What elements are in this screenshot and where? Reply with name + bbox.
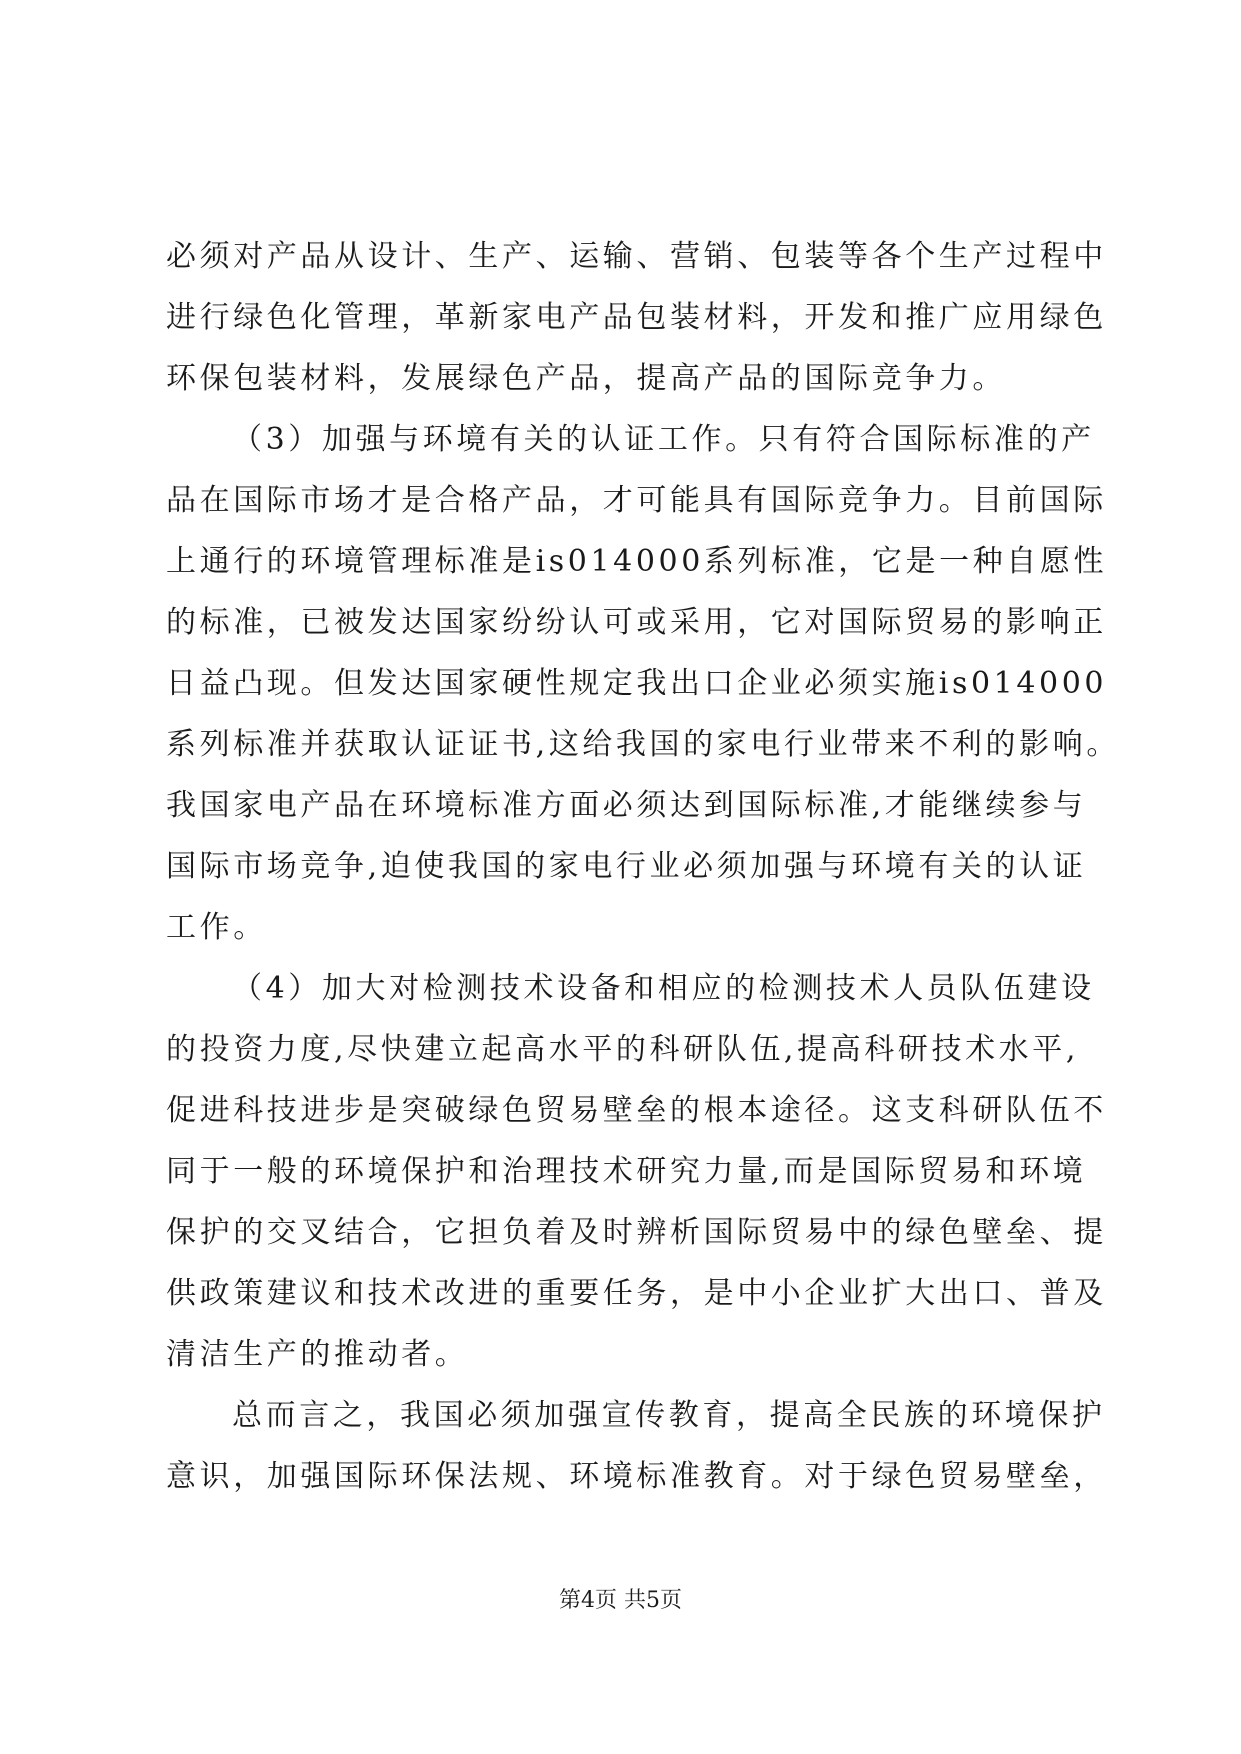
page-number: 第4页 共5页	[559, 1588, 682, 1613]
text-line: 环保包装材料，发展绿色产品，提高产品的国际竞争力。	[166, 361, 1006, 396]
document-body	[166, 226, 1120, 1507]
text-line: 的投资力度,尽快建立起高水平的科研队伍,提高科研技术水平,	[166, 1032, 1080, 1067]
text-line: 上通行的环境管理标准是is014000系列标准，它是一种自愿性	[166, 544, 1108, 579]
paragraph-4-heading-line: （4）加大对检测技术设备和相应的检测技术人员队伍建设	[232, 971, 1095, 1006]
text-line: 意识，加强国际环保法规、环境标准教育。对于绿色贸易壁垒，	[166, 1459, 1107, 1494]
text-line: 工作。	[166, 910, 267, 945]
conclusion-paragraph-line: 总而言之，我国必须加强宣传教育，提高全民族的环境保护	[232, 1398, 1106, 1433]
text-line: 品在国际市场才是合格产品，才可能具有国际竞争力。目前国际	[166, 483, 1107, 518]
text-line: 我国家电产品在环境标准方面必须达到国际标准,才能继续参与	[166, 788, 1087, 823]
page-footer	[0, 1586, 1241, 1616]
text-line: 供政策建议和技术改进的重要任务，是中小企业扩大出口、普及	[166, 1276, 1107, 1311]
text-line: 同于一般的环境保护和治理技术研究力量,而是国际贸易和环境	[166, 1154, 1087, 1189]
text-line: 的标准，已被发达国家纷纷认可或采用，它对国际贸易的影响正	[166, 605, 1107, 640]
text-line: 进行绿色化管理，革新家电产品包装材料，开发和推广应用绿色	[166, 300, 1107, 335]
text-line: 国际市场竞争,迫使我国的家电行业必须加强与环境有关的认证	[166, 849, 1087, 884]
paragraph-3-heading-line: （3）加强与环境有关的认证工作。只有符合国际标准的产	[232, 422, 1095, 457]
text-line: 系列标准并获取认证证书,这给我国的家电行业带来不利的影响。	[166, 727, 1120, 762]
text-line: 日益凸现。但发达国家硬性规定我出口企业必须实施is014000	[166, 666, 1108, 701]
text-line: 保护的交叉结合，它担负着及时辨析国际贸易中的绿色壁垒、提	[166, 1215, 1107, 1250]
text-line: 促进科技进步是突破绿色贸易壁垒的根本途径。这支科研队伍不	[166, 1093, 1107, 1128]
text-line: 必须对产品从设计、生产、运输、营销、包装等各个生产过程中	[166, 239, 1107, 274]
text-line: 清洁生产的推动者。	[166, 1337, 469, 1372]
